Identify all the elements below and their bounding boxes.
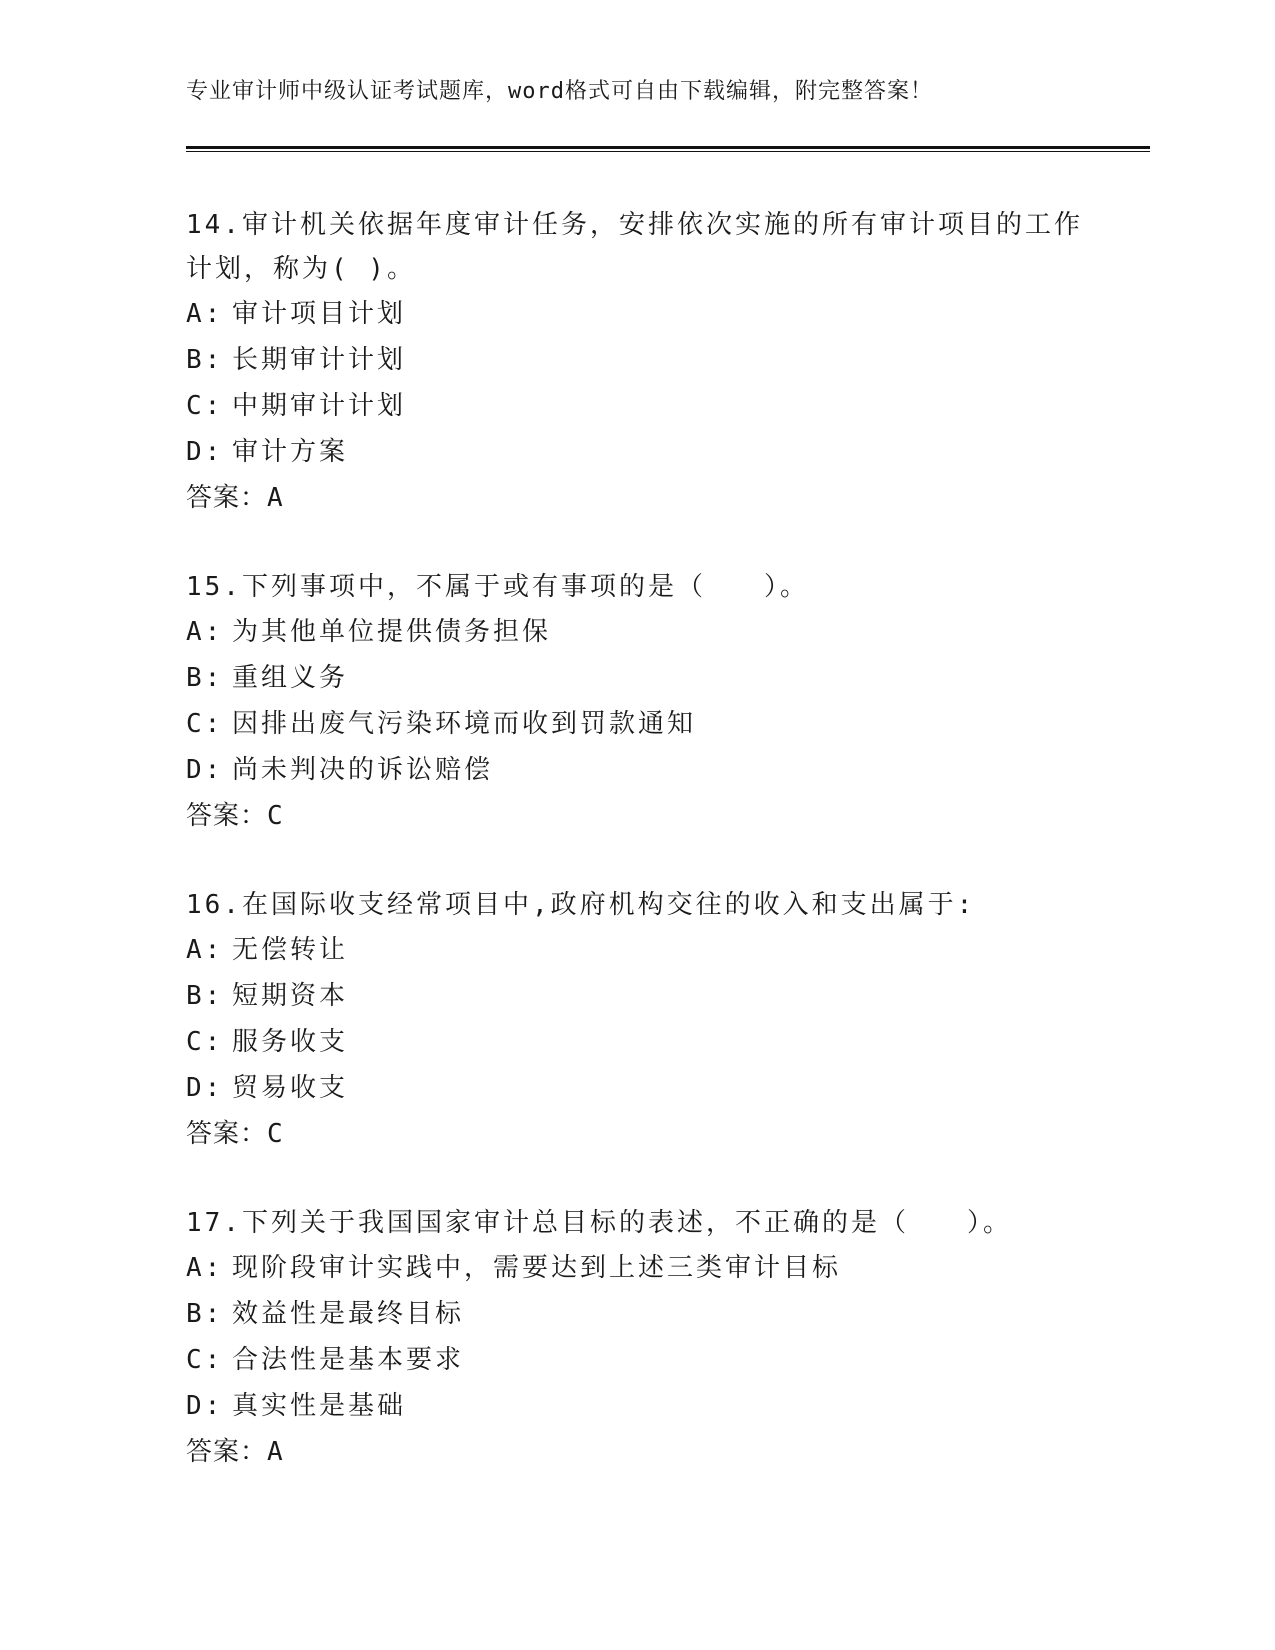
- option-key: A:: [186, 617, 224, 647]
- option-text: 短期资本: [232, 981, 349, 1011]
- answer-label: 答案：: [186, 1119, 268, 1149]
- question-stem: 14.审计机关依据年度审计任务，安排依次实施的所有审计项目的工作计划，称为( )。: [186, 210, 1083, 284]
- answer-line: [186, 793, 1086, 839]
- option-b: [186, 337, 1086, 383]
- answer-line: [186, 1111, 1086, 1157]
- option-key: A:: [186, 935, 224, 965]
- option-c: [186, 701, 1086, 747]
- option-text: 审计项目计划: [232, 299, 407, 329]
- option-text: 为其他单位提供债务担保: [232, 617, 552, 647]
- question-15: [186, 565, 1086, 839]
- question-list: [186, 203, 1086, 1519]
- option-d: [186, 1383, 1086, 1429]
- option-text: 尚未判决的诉讼赔偿: [232, 755, 494, 785]
- option-key: C:: [186, 1027, 224, 1057]
- option-key: A:: [186, 1253, 224, 1283]
- option-d: [186, 429, 1086, 475]
- answer-value: A: [267, 483, 284, 513]
- option-key: C:: [186, 391, 224, 421]
- option-c: [186, 383, 1086, 429]
- option-b: [186, 973, 1086, 1019]
- answer-label: 答案：: [186, 1437, 268, 1467]
- answer-value: C: [267, 801, 284, 831]
- answer-line: [186, 475, 1086, 521]
- option-key: B:: [186, 1299, 224, 1329]
- option-key: D:: [186, 755, 224, 785]
- question-stem: 16.在国际收支经常项目中,政府机构交往的收入和支出属于:: [186, 890, 976, 920]
- option-a: [186, 291, 1086, 337]
- option-a: [186, 609, 1086, 655]
- option-key: B:: [186, 663, 224, 693]
- option-key: D:: [186, 1391, 224, 1421]
- option-text: 真实性是基础: [232, 1391, 407, 1421]
- option-d: [186, 1065, 1086, 1111]
- option-text: 现阶段审计实践中，需要达到上述三类审计目标: [232, 1253, 842, 1283]
- option-text: 中期审计计划: [232, 391, 407, 421]
- question-16: [186, 883, 1086, 1157]
- option-text: 审计方案: [232, 437, 349, 467]
- option-key: A:: [186, 299, 224, 329]
- question-17: [186, 1201, 1086, 1475]
- option-key: C:: [186, 709, 224, 739]
- answer-line: [186, 1429, 1086, 1475]
- answer-label: 答案：: [186, 483, 268, 513]
- option-a: [186, 927, 1086, 973]
- option-key: B:: [186, 345, 224, 375]
- option-text: 服务收支: [232, 1027, 349, 1057]
- option-c: [186, 1337, 1086, 1383]
- option-d: [186, 747, 1086, 793]
- answer-value: C: [267, 1119, 284, 1149]
- option-text: 效益性是最终目标: [232, 1299, 465, 1329]
- option-key: B:: [186, 981, 224, 1011]
- option-a: [186, 1245, 1086, 1291]
- answer-label: 答案：: [186, 801, 268, 831]
- option-text: 无偿转让: [232, 935, 349, 965]
- option-key: D:: [186, 437, 224, 467]
- question-14: [186, 203, 1086, 521]
- option-key: C:: [186, 1345, 224, 1375]
- header-divider: [186, 146, 1150, 149]
- option-text: 因排出废气污染环境而收到罚款通知: [232, 709, 697, 739]
- page-header: 专业审计师中级认证考试题库，word格式可自由下载编辑，附完整答案！: [186, 79, 933, 104]
- option-c: [186, 1019, 1086, 1065]
- option-key: D:: [186, 1073, 224, 1103]
- option-text: 重组义务: [232, 663, 349, 693]
- option-b: [186, 655, 1086, 701]
- header-divider-thin: [186, 151, 1150, 152]
- option-text: 贸易收支: [232, 1073, 349, 1103]
- option-b: [186, 1291, 1086, 1337]
- answer-value: A: [267, 1437, 284, 1467]
- question-stem: 17.下列关于我国国家审计总目标的表述，不正确的是（ ）。: [186, 1208, 1012, 1238]
- option-text: 合法性是基本要求: [232, 1345, 465, 1375]
- question-stem: 15.下列事项中，不属于或有事项的是（ ）。: [186, 572, 809, 602]
- option-text: 长期审计计划: [232, 345, 407, 375]
